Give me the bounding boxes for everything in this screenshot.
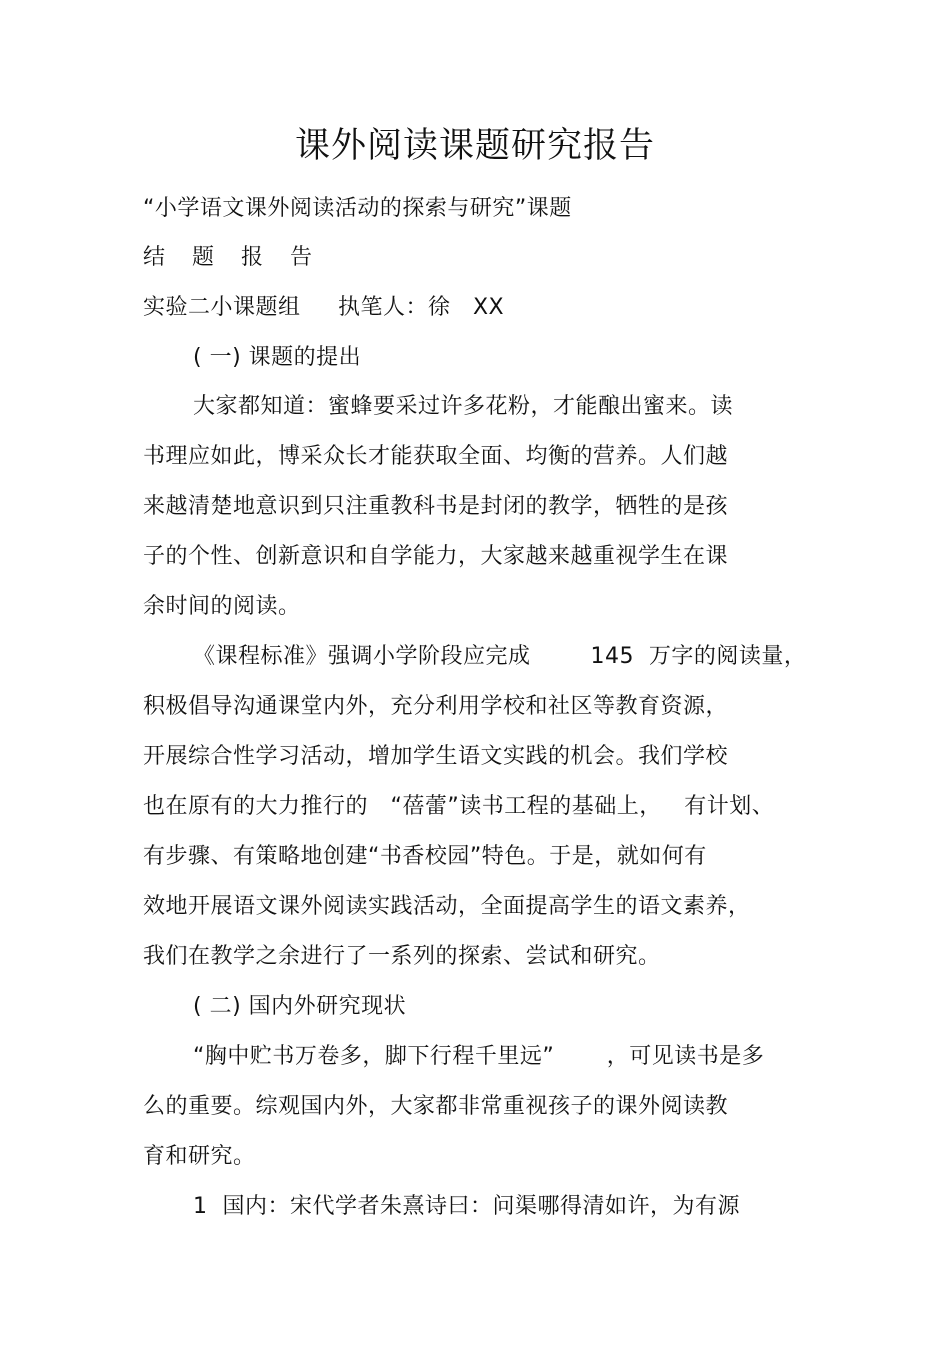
- paragraph-line: 有步骤、有策略地创建“书香校园”特色。于是，就如何有: [143, 844, 707, 869]
- report-type: 结 题 报 告: [143, 245, 322, 270]
- paragraph-line: 余时间的阅读。: [143, 594, 301, 619]
- author-line: 实验二小课题组 执笔人：徐 XX: [143, 295, 505, 320]
- paragraph-line: 也在原有的大力推行的 “蓓蕾”读书工程的基础上， 有计划、: [143, 794, 775, 819]
- paragraph-line: 开展综合性学习活动，增加学生语文实践的机会。我们学校: [143, 744, 729, 769]
- paragraph-line: 育和研究。: [143, 1144, 256, 1169]
- paragraph-line: 1 国内：宋代学者朱熹诗曰：问渠哪得清如许，为有源: [193, 1194, 740, 1219]
- document-title: 课外阅读课题研究报告: [294, 126, 655, 166]
- paragraph-line: 子的个性、创新意识和自学能力，大家越来越重视学生在课: [143, 544, 729, 569]
- section-heading-2: ( 二) 国内外研究现状: [193, 994, 407, 1019]
- paragraph-line: 来越清楚地意识到只注重教科书是封闭的教学，牺牲的是孩: [143, 494, 729, 519]
- subtitle: “小学语文课外阅读活动的探索与研究”课题: [143, 196, 572, 221]
- paragraph-line: 积极倡导沟通课堂内外，充分利用学校和社区等教育资源，: [143, 694, 729, 719]
- paragraph-line: 《课程标准》强调小学阶段应完成 145 万字的阅读量，: [193, 644, 807, 669]
- section-heading-1: ( 一) 课题的提出: [193, 345, 362, 370]
- paragraph-line: 我们在教学之余进行了一系列的探索、尝试和研究。: [143, 944, 661, 969]
- paragraph-line: 大家都知道：蜜蜂要采过许多花粉，才能酿出蜜来。读: [193, 394, 734, 419]
- paragraph-line: 效地开展语文课外阅读实践活动，全面提高学生的语文素养，: [143, 894, 751, 919]
- paragraph-line: “胸中贮书万卷多，脚下行程千里远” ，可见读书是多: [193, 1044, 765, 1069]
- paragraph-line: 书理应如此，博采众长才能获取全面、均衡的营养。人们越: [143, 444, 729, 469]
- paragraph-line: 么的重要。综观国内外，大家都非常重视孩子的课外阅读教: [143, 1094, 729, 1119]
